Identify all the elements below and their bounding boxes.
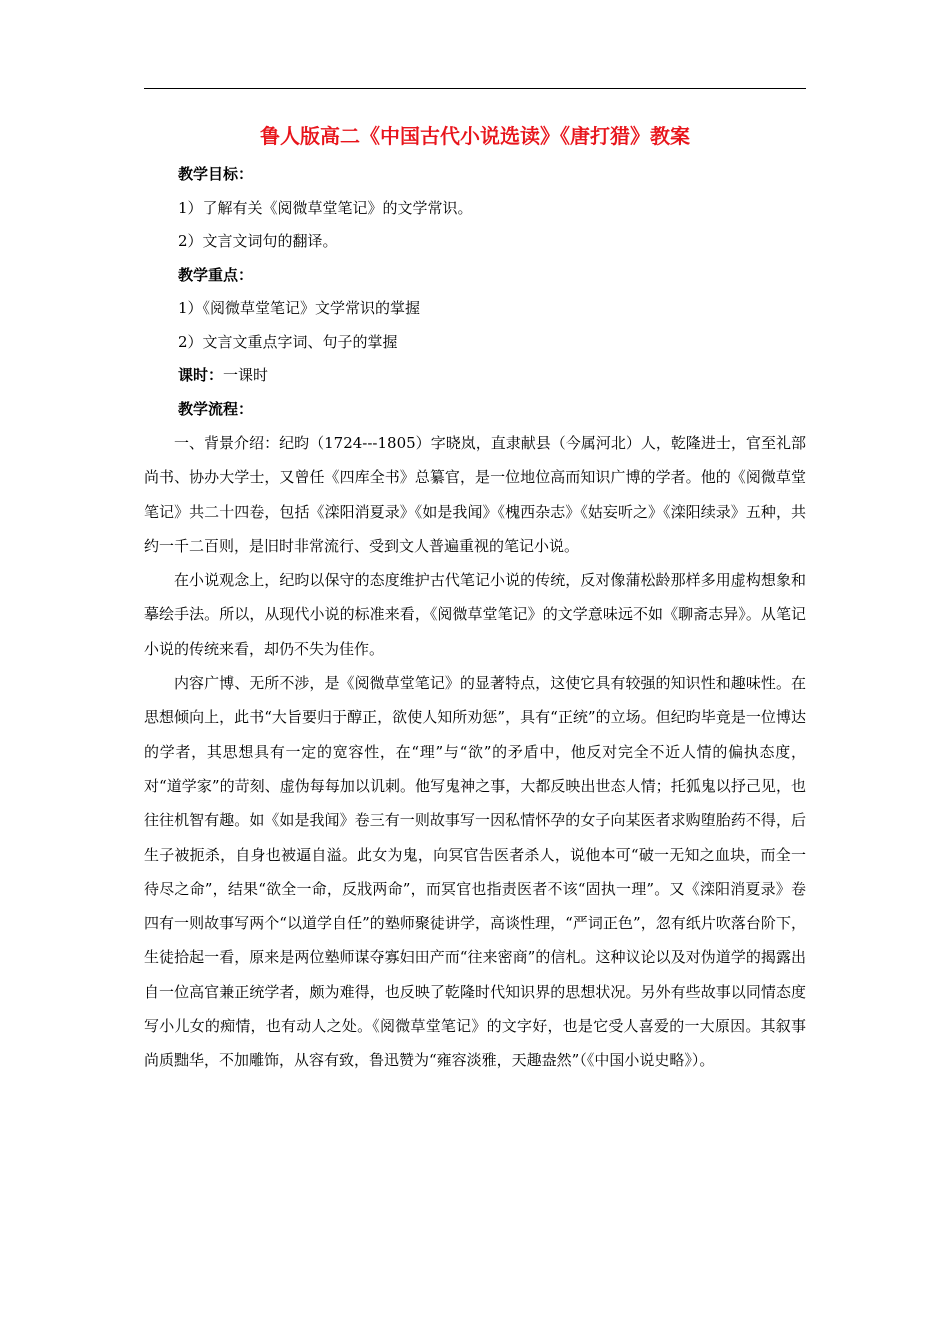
keypoints-heading: 教学重点：: [178, 265, 254, 284]
body-paragraph: 内容广博、无所不涉，是《阅微草堂笔记》的显著特点，这使它具有较强的知识性和趣味性。在思想倾向上，此书“大旨要归于醇正，欲使人知所劝惩”，具有“正统”的立场。但纪昀毕竟是一位博达的学者，其思想具有一定的宽容性，在“理”与“欲”的矛盾中，他反对完全不近人情的偏执态度，对“道学家”的苛刻、虚伪每每加以讥刺。他写鬼神之事，大都反映出世态人情；托狐鬼以抒己见，也往往机智有趣。如《如是我闻》卷三有一则故事写一因私情怀孕的女子向某医者求购堕胎药不得，后生子被扼杀，自身也被逼自溢。此女为鬼，向冥官告医者杀人，说他本可“破一无知之血块，而全一待尽之命”，结果“欲全一命，反戕两命”，而冥官也指责医者不该“固执一理”。又《滦阳消夏录》卷四有一则故事写两个“以道学自任”的塾师聚徒讲学，高谈性理，“严词正色”，忽有纸片吹落台阶下，生徒拾起一看，原来是两位塾师谋夺寡妇田产而“往来密商”的信札。这种议论以及对伪道学的揭露出自一位高官兼正统学者，颇为难得，也反映了乾隆时代知识界的思想状况。另外有些故事以同情态度写小儿女的痴情，也有动人之处。《阅微草堂笔记》的文字好，也是它受人喜爱的一大原因。其叙事尚质黜华，不加雕饰，从容有致，鲁迅赞为“雍容淡雅，天趣盎然”（《中国小说史略》）。: [144, 674, 806, 1070]
body-paragraph: 一、背景介绍：纪昀（1724---1805）字晓岚，直隶献县（今属河北）人，乾隆进士，官至礼部尚书、协办大学士，又曾任《四库全书》总纂官，是一位地位高而知识广博的学者。他的《阅微草堂笔记》共二十四卷，包括《滦阳消夏录》《如是我闻》《槐西杂志》《姑妄听之》《滦阳续录》五种，共约一千二百则，是旧时非常流行、受到文人普遍重视的笔记小说。: [144, 434, 806, 555]
process-heading: 教学流程：: [178, 399, 254, 418]
body-paragraph: 在小说观念上，纪昀以保守的态度维护古代笔记小说的传统，反对像蒲松龄那样多用虚构想象和摹绘手法。所以，从现代小说的标准来看，《阅微草堂笔记》的文学意味远不如《聊斋志异》。从笔记小说的传统来看，却仍不失为佳作。: [144, 571, 806, 658]
objective-item: 1）了解有关《阅微草堂笔记》的文学常识。: [178, 198, 473, 217]
document-title: 鲁人版高二《中国古代小说选读》《唐打猎》教案: [260, 124, 690, 148]
objective-item: 2）文言文词句的翻译。: [178, 232, 338, 250]
objectives-heading: 教学目标：: [178, 165, 254, 183]
hours-heading: 课时：: [178, 366, 224, 384]
keypoint-item: 1）《阅微草堂笔记》文学常识的掌握: [178, 299, 421, 317]
header-rule: [144, 88, 806, 89]
hours-value: 一课时: [223, 366, 269, 384]
keypoint-item: 2）文言文重点字词、句子的掌握: [178, 332, 398, 351]
document-body: [144, 158, 806, 1078]
hours-line: [144, 359, 806, 393]
